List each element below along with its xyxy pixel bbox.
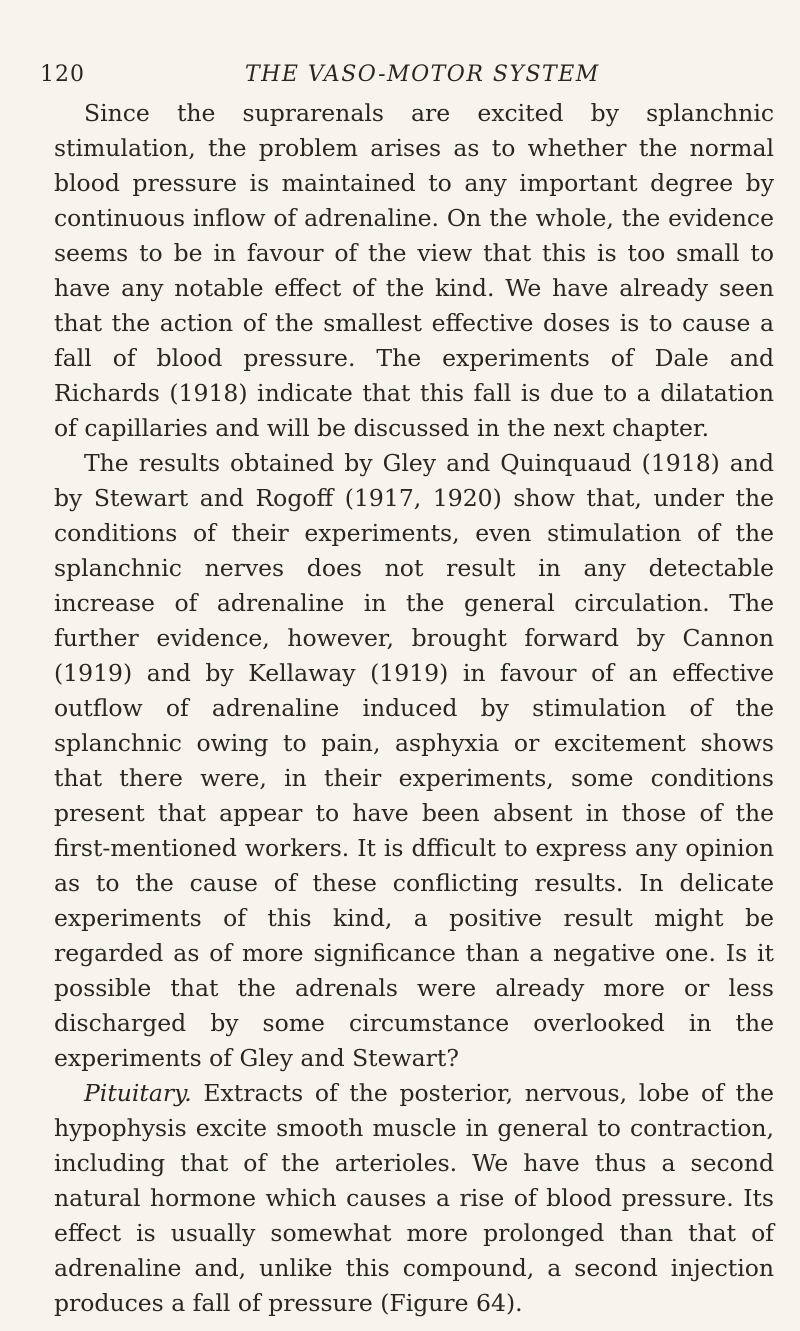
- page-number: 120: [40, 62, 85, 87]
- running-title: THE VASO-MOTOR SYSTEM: [245, 62, 600, 87]
- paragraph-suprarenals: Since the suprarenals are excited by splanchnic stimulation, the problem arises as to whether the normal blood pressure is maintained to any important degree by continuous inflow of adrenaline. On the whole, the evidence seems to be in favour of the view that this is too small to have any notable effect of the kind. We have already seen that the action of the smallest effective doses is to cause a fall of blood pressure. The experiments of Dale and Richards (1918) indicate that this fall is due to a dilatation of capillaries and will be discussed in the next chapter.: [54, 99, 774, 442]
- paragraph-pituitary: [54, 1076, 774, 1321]
- paragraph-experimental-results: The results obtained by Gley and Quinquaud (1918) and by Stewart and Rogoff (1917, 1920) show that, under the conditions of their experiments, even stimulation of the splanchnic nerves does not result in any detectable increase of adrenaline in the general circulation. The further evidence, however, brought forward by Cannon (1919) and by Kellaway (1919) in favour of an effective outflow of adrenaline induced by stimulation of the splanchnic owing to pain, asphyxia or excitement shows that there were, in their experiments, some conditions present that appear to have been absent in those of the first-mentioned workers. It is dfficult to express any opinion as to the cause of these conflicting results. In delicate experiments of this kind, a positive result might be regarded as of more significance than a negative one. Is it possible that the adrenals were already more or less discharged by some circumstance overlooked in the experiments of Gley and Stewart?: [54, 449, 774, 1072]
- body-text: [54, 96, 774, 1321]
- section-heading-pituitary: Pituitary.: [84, 1079, 192, 1107]
- paragraph-pituitary-text: Extracts of the posterior, nervous, lobe of the hypophysis excite smooth muscle in general to contraction, including that of the arterioles. We have thus a second natural hormone which causes a rise of blood pressure. Its effect is usually somewhat more prolonged than that of adrenaline and, unlike this compound, a second injection produces a fall of pressure (Figure 64).: [54, 1079, 774, 1317]
- page-header: [40, 62, 770, 92]
